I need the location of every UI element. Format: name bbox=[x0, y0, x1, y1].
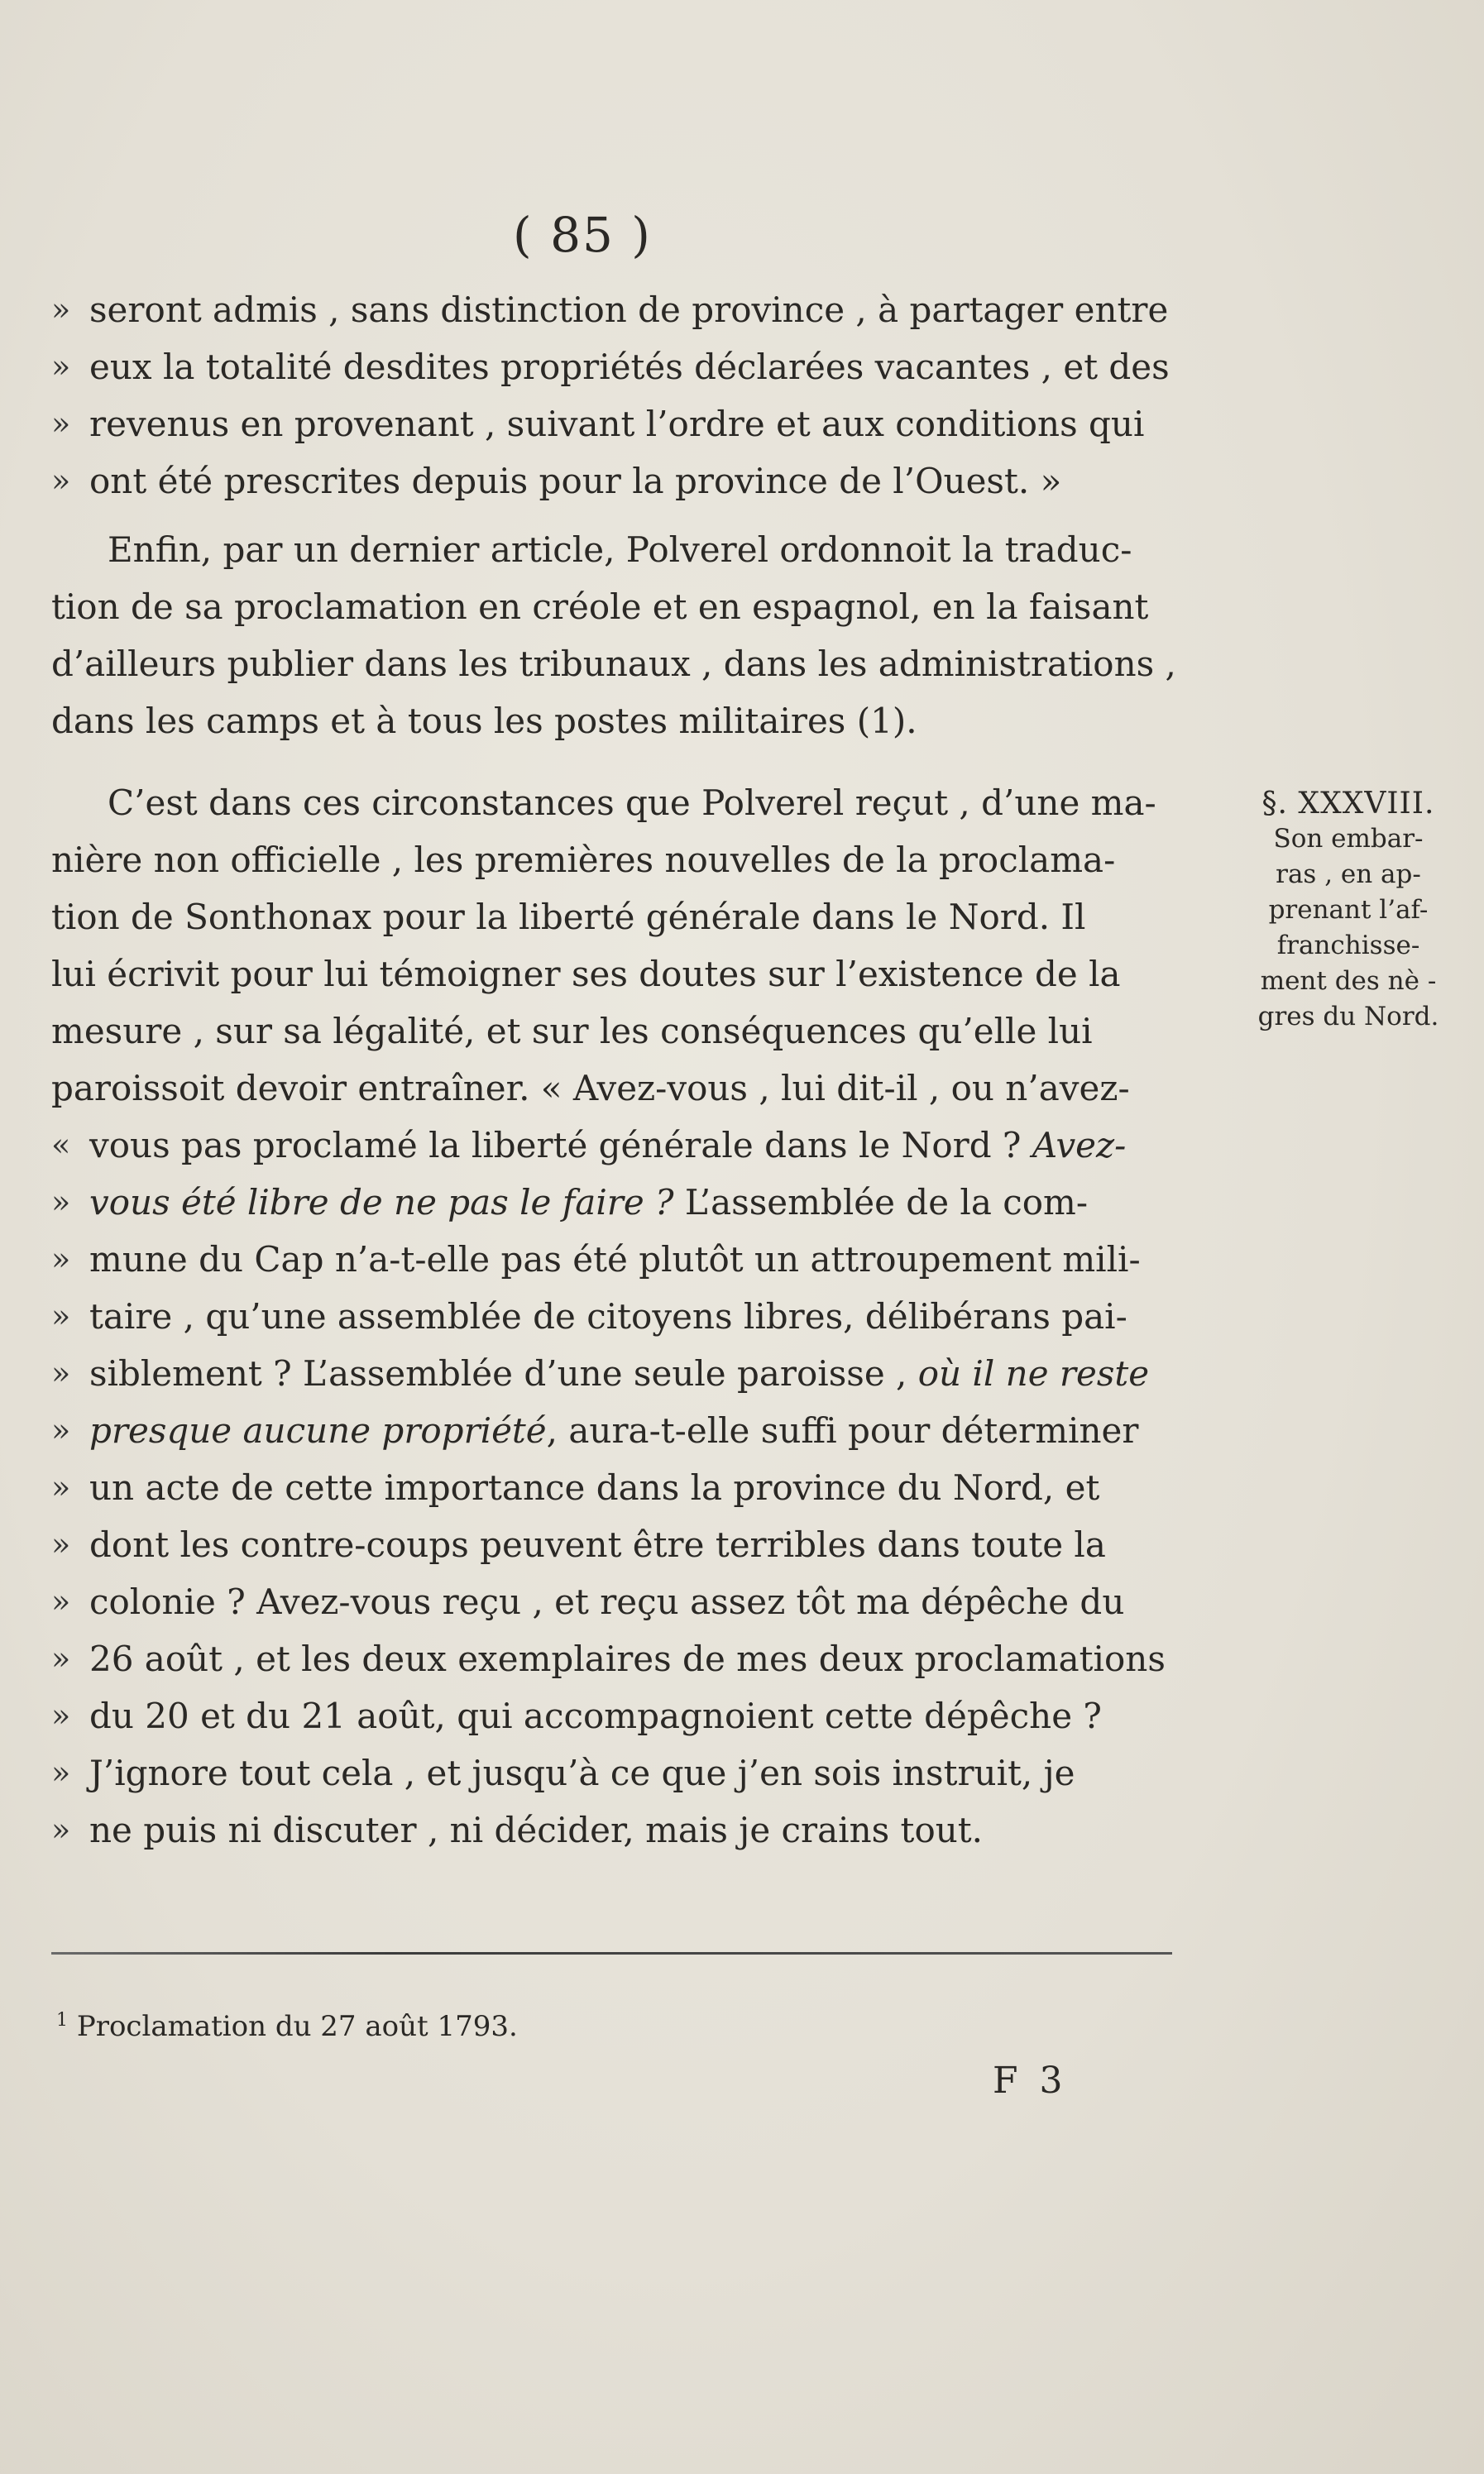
quote-mark: » bbox=[51, 1355, 71, 1391]
line-text bbox=[89, 1402, 1138, 1459]
line-text: seront admis , sans distinction de province , à partager entre bbox=[89, 290, 1169, 330]
margin-note-line: gres du Nord. bbox=[1257, 1002, 1439, 1031]
quote-mark: » bbox=[51, 1184, 71, 1220]
quote-mark: » bbox=[51, 1811, 71, 1848]
text-line bbox=[51, 1630, 1209, 1687]
quote-mark: » bbox=[51, 1583, 71, 1620]
text-line bbox=[51, 521, 1209, 578]
quote-mark: » bbox=[51, 405, 71, 442]
text-line bbox=[51, 395, 1209, 452]
line-text: dans les camps et à tous les postes militaires (1). bbox=[51, 701, 917, 741]
line-segment: L’assemblée de la com- bbox=[673, 1182, 1089, 1223]
quote-mark: » bbox=[51, 1412, 71, 1448]
quote-mark: » bbox=[51, 462, 71, 499]
line-segment: siblement ? L’assemblée d’une seule paroisse , bbox=[89, 1353, 918, 1394]
quote-mark: « bbox=[51, 1127, 71, 1163]
text-line bbox=[51, 1402, 1209, 1459]
italic-segment: Avez- bbox=[1032, 1125, 1127, 1165]
quote-mark: » bbox=[51, 1754, 71, 1791]
quote-mark: » bbox=[51, 1469, 71, 1505]
line-text: dont les contre-coups peuvent être terribles dans toute la bbox=[89, 1524, 1106, 1565]
quote-mark: » bbox=[51, 291, 71, 328]
text-line bbox=[51, 1174, 1209, 1231]
text-line bbox=[51, 1744, 1209, 1802]
line-text: nière non officielle , les premières nouvelles de la proclama- bbox=[51, 840, 1116, 880]
text-line bbox=[51, 692, 1209, 749]
line-text: lui écrivit pour lui témoigner ses doutes sur l’existence de la bbox=[51, 954, 1121, 994]
text-line bbox=[51, 1060, 1209, 1117]
footnote-mark: 1 bbox=[56, 2010, 68, 2031]
line-text: un acte de cette importance dans la province du Nord, et bbox=[89, 1467, 1100, 1508]
margin-note-line: franchisse- bbox=[1276, 931, 1420, 960]
margin-note bbox=[1224, 786, 1472, 1035]
main-text bbox=[51, 281, 1209, 1859]
text-line bbox=[51, 945, 1209, 1003]
quote-mark: » bbox=[51, 1640, 71, 1677]
line-text bbox=[89, 1345, 1149, 1402]
line-text: ont été prescrites depuis pour la province de l’Ouest. » bbox=[89, 461, 1062, 501]
line-text: taire , qu’une assemblée de citoyens libres, délibérans pai- bbox=[89, 1296, 1127, 1337]
text-line bbox=[51, 1516, 1209, 1573]
quote-mark: » bbox=[51, 348, 71, 385]
text-line bbox=[51, 1003, 1209, 1060]
text-line bbox=[51, 452, 1209, 510]
line-text: mesure , sur sa légalité, et sur les conséquences qu’elle lui bbox=[51, 1011, 1093, 1051]
text-line bbox=[51, 338, 1209, 395]
text-line bbox=[51, 1231, 1209, 1288]
line-text: paroissoit devoir entraîner. « Avez-vous , lui dit-il , ou n’avez- bbox=[51, 1068, 1130, 1108]
text-line bbox=[51, 1802, 1209, 1859]
text-line bbox=[51, 635, 1209, 692]
margin-note-line: prenant l’af- bbox=[1268, 895, 1429, 925]
italic-segment: où il ne reste bbox=[917, 1353, 1150, 1394]
text-line bbox=[51, 831, 1209, 888]
text-line bbox=[51, 1345, 1209, 1402]
quote-mark: » bbox=[51, 1526, 71, 1562]
margin-note-line: Son embar- bbox=[1273, 824, 1424, 854]
line-text: revenus en provenant , suivant l’ordre et aux conditions qui bbox=[89, 404, 1145, 444]
quote-mark: » bbox=[51, 1697, 71, 1734]
footnote-divider bbox=[51, 1952, 1172, 1955]
line-text: tion de Sonthonax pour la liberté générale dans le Nord. Il bbox=[51, 897, 1086, 937]
text-line bbox=[51, 1573, 1209, 1630]
quote-mark: » bbox=[51, 1241, 71, 1277]
line-text: J’ignore tout cela , et jusqu’à ce que j’en sois instruit, je bbox=[89, 1753, 1075, 1793]
text-line bbox=[51, 1459, 1209, 1516]
line-text: C’est dans ces circonstances que Polverel reçut , d’une ma- bbox=[108, 782, 1156, 823]
margin-note-line: ras , en ap- bbox=[1276, 859, 1421, 889]
page-number: ( 85 ) bbox=[513, 207, 652, 263]
quote-mark: » bbox=[51, 1298, 71, 1334]
text-line bbox=[51, 578, 1209, 635]
line-text: ne puis ni discuter , ni décider, mais je crains tout. bbox=[89, 1810, 984, 1850]
line-text: tion de sa proclamation en créole et en espagnol, en la faisant bbox=[51, 586, 1149, 627]
line-text: 26 août , et les deux exemplaires de mes deux proclamations bbox=[89, 1639, 1166, 1679]
section-number: §. XXXVIII. bbox=[1261, 787, 1435, 821]
footnote bbox=[56, 2010, 518, 2043]
line-text bbox=[89, 1117, 1126, 1174]
text-line bbox=[51, 888, 1209, 945]
italic-segment: vous été libre de ne pas le faire ? bbox=[89, 1182, 674, 1223]
italic-segment: presque aucune propriété bbox=[89, 1410, 547, 1451]
text-line bbox=[51, 1288, 1209, 1345]
text-line bbox=[51, 1687, 1209, 1744]
margin-note-line: ment des nè - bbox=[1260, 966, 1437, 996]
line-text: d’ailleurs publier dans les tribunaux , dans les administrations , bbox=[51, 644, 1176, 684]
line-text bbox=[89, 1174, 1088, 1231]
signature-mark: F 3 bbox=[993, 2060, 1068, 2102]
footnote-text: Proclamation du 27 août 1793. bbox=[76, 2010, 518, 2043]
text-line bbox=[51, 774, 1209, 831]
line-segment: vous pas proclamé la liberté générale dans le Nord ? bbox=[89, 1125, 1032, 1165]
line-text: du 20 et du 21 août, qui accompagnoient cette dépêche ? bbox=[89, 1696, 1102, 1736]
text-line bbox=[51, 1117, 1209, 1174]
text-line bbox=[51, 281, 1209, 338]
line-text: eux la totalité desdites propriétés déclarées vacantes , et des bbox=[89, 347, 1170, 387]
line-text: mune du Cap n’a-t-elle pas été plutôt un attroupement mili- bbox=[89, 1239, 1141, 1280]
line-text: Enfin, par un dernier article, Polverel ordonnoit la traduc- bbox=[108, 529, 1132, 570]
line-segment: , aura-t-elle suffi pour déterminer bbox=[546, 1410, 1139, 1451]
line-text: colonie ? Avez-vous reçu , et reçu assez tôt ma dépêche du bbox=[89, 1582, 1125, 1622]
